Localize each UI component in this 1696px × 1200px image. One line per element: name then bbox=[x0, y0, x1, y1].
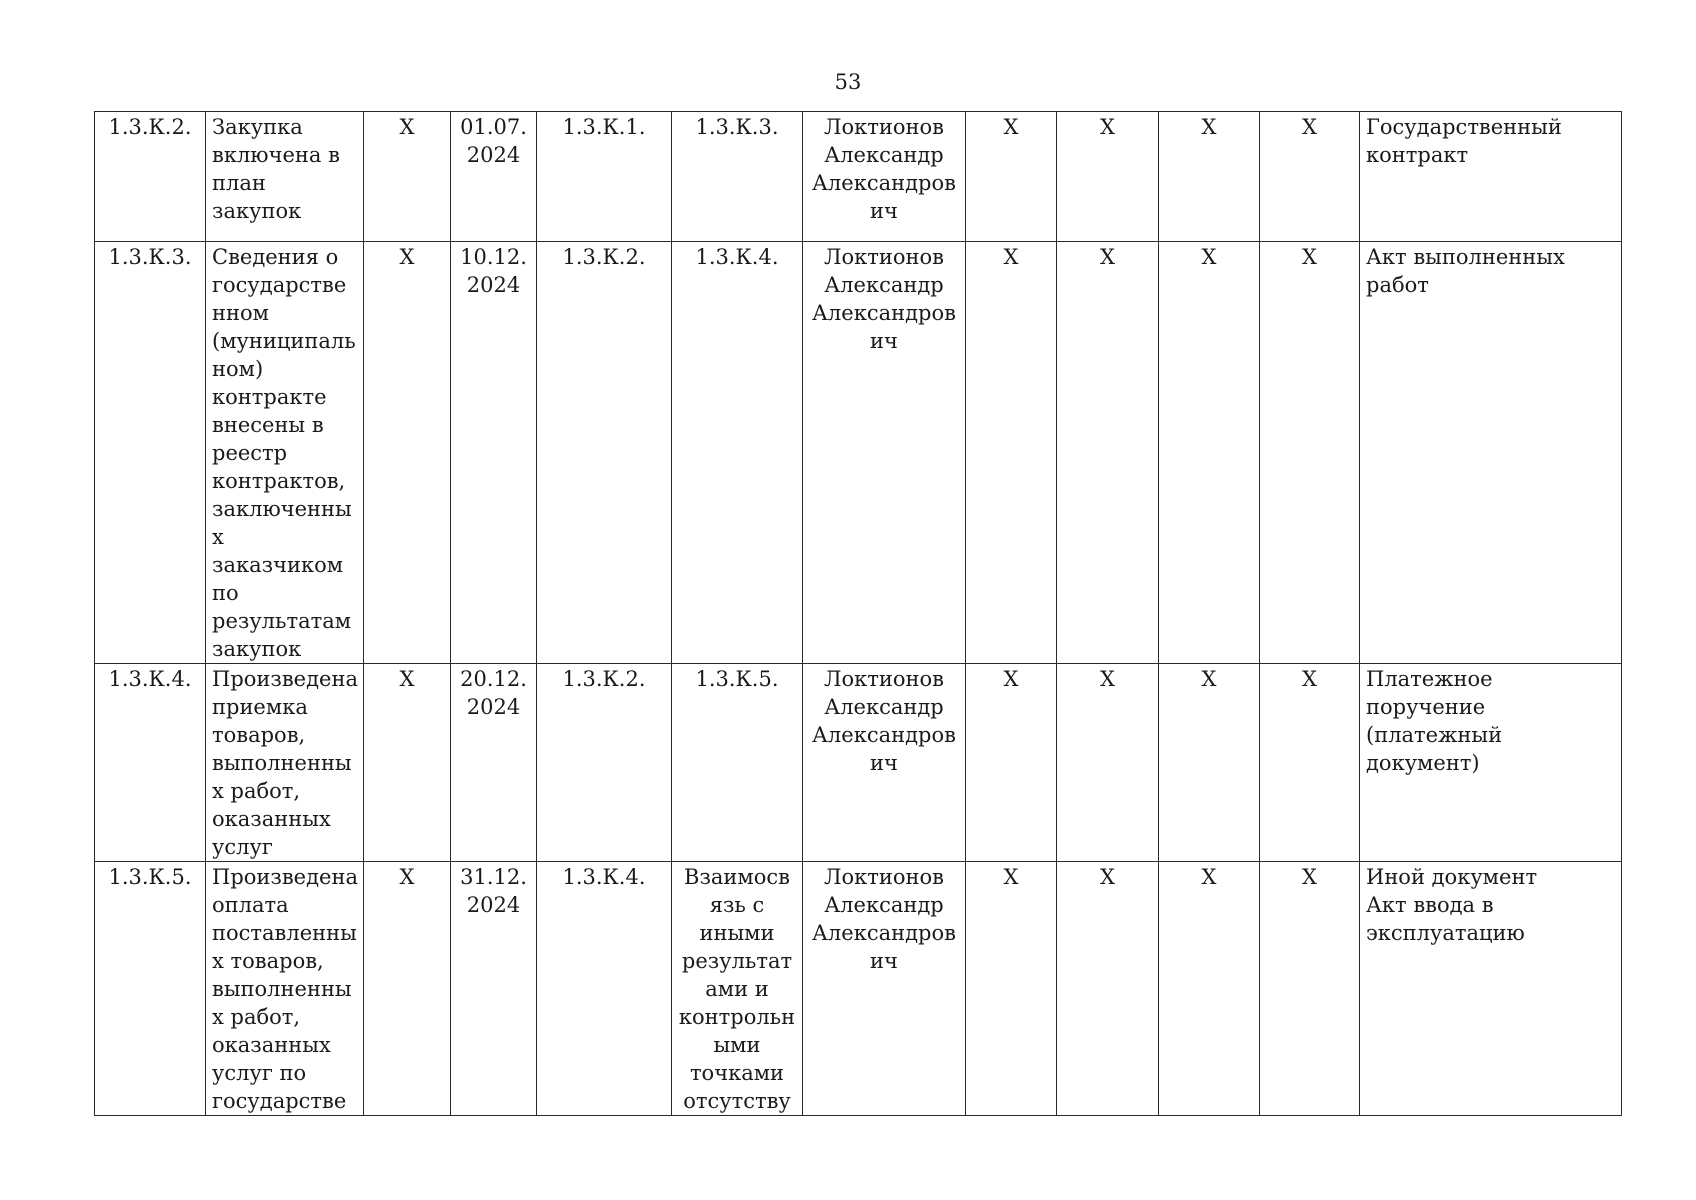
cell-code bbox=[95, 664, 206, 862]
cell-code bbox=[95, 112, 206, 242]
cell-text-line: реестр bbox=[212, 441, 288, 465]
cell-text-line: нном bbox=[212, 301, 269, 325]
cell-text: X bbox=[1201, 667, 1217, 691]
cell-text-line: ич bbox=[870, 329, 898, 353]
cell-text-line: выполненны bbox=[212, 977, 352, 1001]
cell-text: X bbox=[1003, 245, 1019, 269]
cell-mark bbox=[1057, 242, 1159, 664]
cell-text-line: 10.12. bbox=[460, 245, 527, 269]
cell-text-line: контракт bbox=[1366, 143, 1469, 167]
cell-text-line: ами и bbox=[705, 977, 769, 1001]
cell-text-line: контракте bbox=[212, 385, 327, 409]
cell-text-line: работ bbox=[1366, 273, 1429, 297]
cell-text-line: оказанных bbox=[212, 807, 331, 831]
cell-text-line: 1.3.К.4. bbox=[695, 245, 779, 269]
cell-text: X bbox=[1302, 245, 1317, 269]
cell-text-line: товаров, bbox=[212, 723, 306, 747]
cell-text-line: результатам bbox=[212, 609, 352, 633]
cell-text-line: х заказчиком bbox=[212, 525, 344, 577]
cell-code bbox=[95, 862, 206, 1116]
cell-text-line: государстве bbox=[212, 273, 347, 297]
cell-text-line: результат bbox=[681, 949, 793, 973]
cell-text-line: отсутству bbox=[683, 1089, 791, 1113]
cell-text-line: (платежный bbox=[1366, 723, 1503, 747]
cell-text-line: 31.12. bbox=[460, 865, 527, 889]
cell-text-line: х работ, bbox=[212, 1005, 301, 1029]
cell-date bbox=[451, 112, 537, 242]
cell-responsible bbox=[803, 862, 966, 1116]
cell-text-line: Локтионов bbox=[823, 865, 944, 889]
cell-text-line: Закупка bbox=[212, 115, 303, 139]
cell-successor bbox=[672, 242, 803, 664]
cell-text: X bbox=[1201, 245, 1217, 269]
cell-text-line: 2024 bbox=[466, 143, 521, 167]
cell-text-line: Локтионов bbox=[823, 115, 944, 139]
cell-successor bbox=[672, 664, 803, 862]
table-row bbox=[95, 862, 1622, 1116]
cell-result-name bbox=[206, 862, 364, 1116]
cell-text: 1.3.К.3. bbox=[108, 245, 192, 269]
table-row bbox=[95, 112, 1622, 242]
cell-text-line: 20.12. bbox=[460, 667, 527, 691]
cell-mark bbox=[1260, 112, 1360, 242]
cell-text: X bbox=[1003, 667, 1019, 691]
cell-text: X bbox=[1003, 115, 1019, 139]
cell-text-line: точками bbox=[689, 1061, 785, 1085]
cell-text-line: 1.3.К.3. bbox=[695, 115, 779, 139]
cell-text-line: ич bbox=[870, 949, 898, 973]
cell-text-line: Александров bbox=[812, 301, 956, 325]
cell-result-name bbox=[206, 112, 364, 242]
cell-text: 1.3.К.4. bbox=[108, 667, 192, 691]
cell-text-line: Александров bbox=[812, 723, 956, 747]
cell-text: X bbox=[1100, 667, 1115, 691]
cell-text: X bbox=[399, 667, 415, 691]
cell-text: 1.3.К.2. bbox=[562, 245, 646, 269]
cell-text-line: ыми bbox=[713, 1033, 761, 1057]
cell-text-line: Произведена bbox=[212, 667, 358, 691]
cell-text: X bbox=[399, 115, 415, 139]
cell-text-line: язь с bbox=[709, 893, 765, 917]
table-body bbox=[95, 112, 1622, 1116]
cell-text-line: 2024 bbox=[466, 695, 521, 719]
cell-text: 1.3.К.4. bbox=[562, 865, 646, 889]
cell-text-line: Александров bbox=[812, 921, 956, 945]
cell-mark bbox=[1057, 112, 1159, 242]
cell-mark bbox=[364, 664, 451, 862]
cell-text-line: 01.07. bbox=[460, 115, 527, 139]
cell-predecessor bbox=[537, 664, 672, 862]
cell-text: X bbox=[1100, 115, 1115, 139]
cell-text: 1.3.К.5. bbox=[108, 865, 192, 889]
cell-mark bbox=[1159, 112, 1260, 242]
cell-successor bbox=[672, 862, 803, 1116]
cell-text-line: план bbox=[212, 171, 266, 195]
cell-text-line: оказанных bbox=[212, 1033, 331, 1057]
cell-predecessor bbox=[537, 242, 672, 664]
cell-text-line: услуг по bbox=[212, 1061, 307, 1085]
cell-predecessor bbox=[537, 112, 672, 242]
cell-text-line: контрактов, bbox=[212, 469, 346, 493]
cell-text-line: х товаров, bbox=[212, 949, 324, 973]
cell-text-line: 2024 bbox=[466, 273, 521, 297]
cell-text-line: по bbox=[212, 581, 239, 605]
cell-text: 1.3.К.1. bbox=[562, 115, 646, 139]
cell-text: X bbox=[399, 245, 415, 269]
cell-text-line: поставленны bbox=[212, 921, 357, 945]
cell-text-line: Александр bbox=[824, 695, 944, 719]
cell-text-line: иными bbox=[699, 921, 775, 945]
cell-text-line: Сведения о bbox=[212, 245, 339, 269]
cell-mark bbox=[966, 112, 1057, 242]
cell-date bbox=[451, 862, 537, 1116]
cell-text-line: (муниципаль bbox=[212, 329, 356, 353]
cell-text: X bbox=[1100, 245, 1115, 269]
cell-mark bbox=[966, 664, 1057, 862]
cell-mark bbox=[364, 862, 451, 1116]
cell-responsible bbox=[803, 664, 966, 862]
cell-successor bbox=[672, 112, 803, 242]
cell-mark bbox=[966, 862, 1057, 1116]
cell-text-line: документ) bbox=[1366, 751, 1480, 775]
cell-code bbox=[95, 242, 206, 664]
cell-text: X bbox=[1302, 865, 1317, 889]
cell-text: X bbox=[1201, 115, 1217, 139]
control-points-table bbox=[94, 111, 1622, 1116]
cell-text-line: х работ, bbox=[212, 779, 301, 803]
cell-text-line: заключенны bbox=[212, 497, 352, 521]
cell-predecessor bbox=[537, 862, 672, 1116]
cell-text-line: ич bbox=[870, 751, 898, 775]
cell-mark bbox=[966, 242, 1057, 664]
cell-text: X bbox=[399, 865, 415, 889]
cell-mark bbox=[364, 112, 451, 242]
cell-document-type bbox=[1360, 664, 1622, 862]
cell-text: X bbox=[1100, 865, 1115, 889]
cell-mark bbox=[1057, 664, 1159, 862]
cell-document-type bbox=[1360, 862, 1622, 1116]
cell-text-line: закупок bbox=[212, 199, 302, 223]
cell-text-line: Александров bbox=[812, 171, 956, 195]
cell-text-line: Иной документ bbox=[1366, 865, 1538, 889]
cell-text: 1.3.К.2. bbox=[562, 667, 646, 691]
cell-text-line: государстве bbox=[212, 1089, 347, 1113]
cell-text: X bbox=[1201, 865, 1217, 889]
cell-mark bbox=[1260, 862, 1360, 1116]
cell-text-line: 1.3.К.5. bbox=[695, 667, 779, 691]
cell-text-line: Платежное поручение bbox=[1366, 667, 1493, 719]
cell-text-line: 2024 bbox=[466, 893, 521, 917]
cell-text: X bbox=[1003, 865, 1019, 889]
cell-text-line: Произведена bbox=[212, 865, 358, 889]
cell-text-line: внесены в bbox=[212, 413, 324, 437]
cell-text: X bbox=[1302, 667, 1317, 691]
cell-mark bbox=[1260, 242, 1360, 664]
cell-document-type bbox=[1360, 242, 1622, 664]
cell-date bbox=[451, 664, 537, 862]
cell-text-line: Государственный bbox=[1366, 115, 1562, 139]
cell-document-type bbox=[1360, 112, 1622, 242]
cell-result-name bbox=[206, 242, 364, 664]
table-row bbox=[95, 664, 1622, 862]
cell-mark bbox=[1159, 242, 1260, 664]
cell-text-line: контрольн bbox=[678, 1005, 796, 1029]
cell-mark bbox=[1159, 862, 1260, 1116]
cell-date bbox=[451, 242, 537, 664]
cell-text-line: оплата bbox=[212, 893, 289, 917]
cell-mark bbox=[1260, 664, 1360, 862]
page-number: 53 bbox=[834, 70, 862, 94]
cell-text-line: включена в bbox=[212, 143, 340, 167]
cell-text: X bbox=[1302, 115, 1317, 139]
cell-text-line: Александр bbox=[824, 143, 944, 167]
table-row bbox=[95, 242, 1622, 664]
cell-responsible bbox=[803, 112, 966, 242]
cell-text-line: ич bbox=[870, 199, 898, 223]
cell-text-line: приемка bbox=[212, 695, 308, 719]
cell-text-line: Акт ввода в bbox=[1366, 893, 1494, 917]
cell-mark bbox=[1057, 862, 1159, 1116]
cell-text-line: Александр bbox=[824, 893, 944, 917]
cell-result-name bbox=[206, 664, 364, 862]
cell-text-line: Акт выполненных bbox=[1366, 245, 1565, 269]
cell-responsible bbox=[803, 242, 966, 664]
cell-mark bbox=[1159, 664, 1260, 862]
cell-text-line: Локтионов bbox=[823, 245, 944, 269]
cell-mark bbox=[364, 242, 451, 664]
cell-text-line: Александр bbox=[824, 273, 944, 297]
cell-text-line: закупок bbox=[212, 637, 302, 661]
cell-text-line: Взаимосв bbox=[684, 865, 790, 889]
cell-text-line: ном) bbox=[212, 357, 264, 381]
cell-text: 1.3.К.2. bbox=[108, 115, 192, 139]
cell-text-line: выполненны bbox=[212, 751, 352, 775]
cell-text-line: Локтионов bbox=[823, 667, 944, 691]
cell-text-line: услуг bbox=[212, 835, 273, 859]
cell-text-line: эксплуатацию bbox=[1366, 921, 1525, 945]
